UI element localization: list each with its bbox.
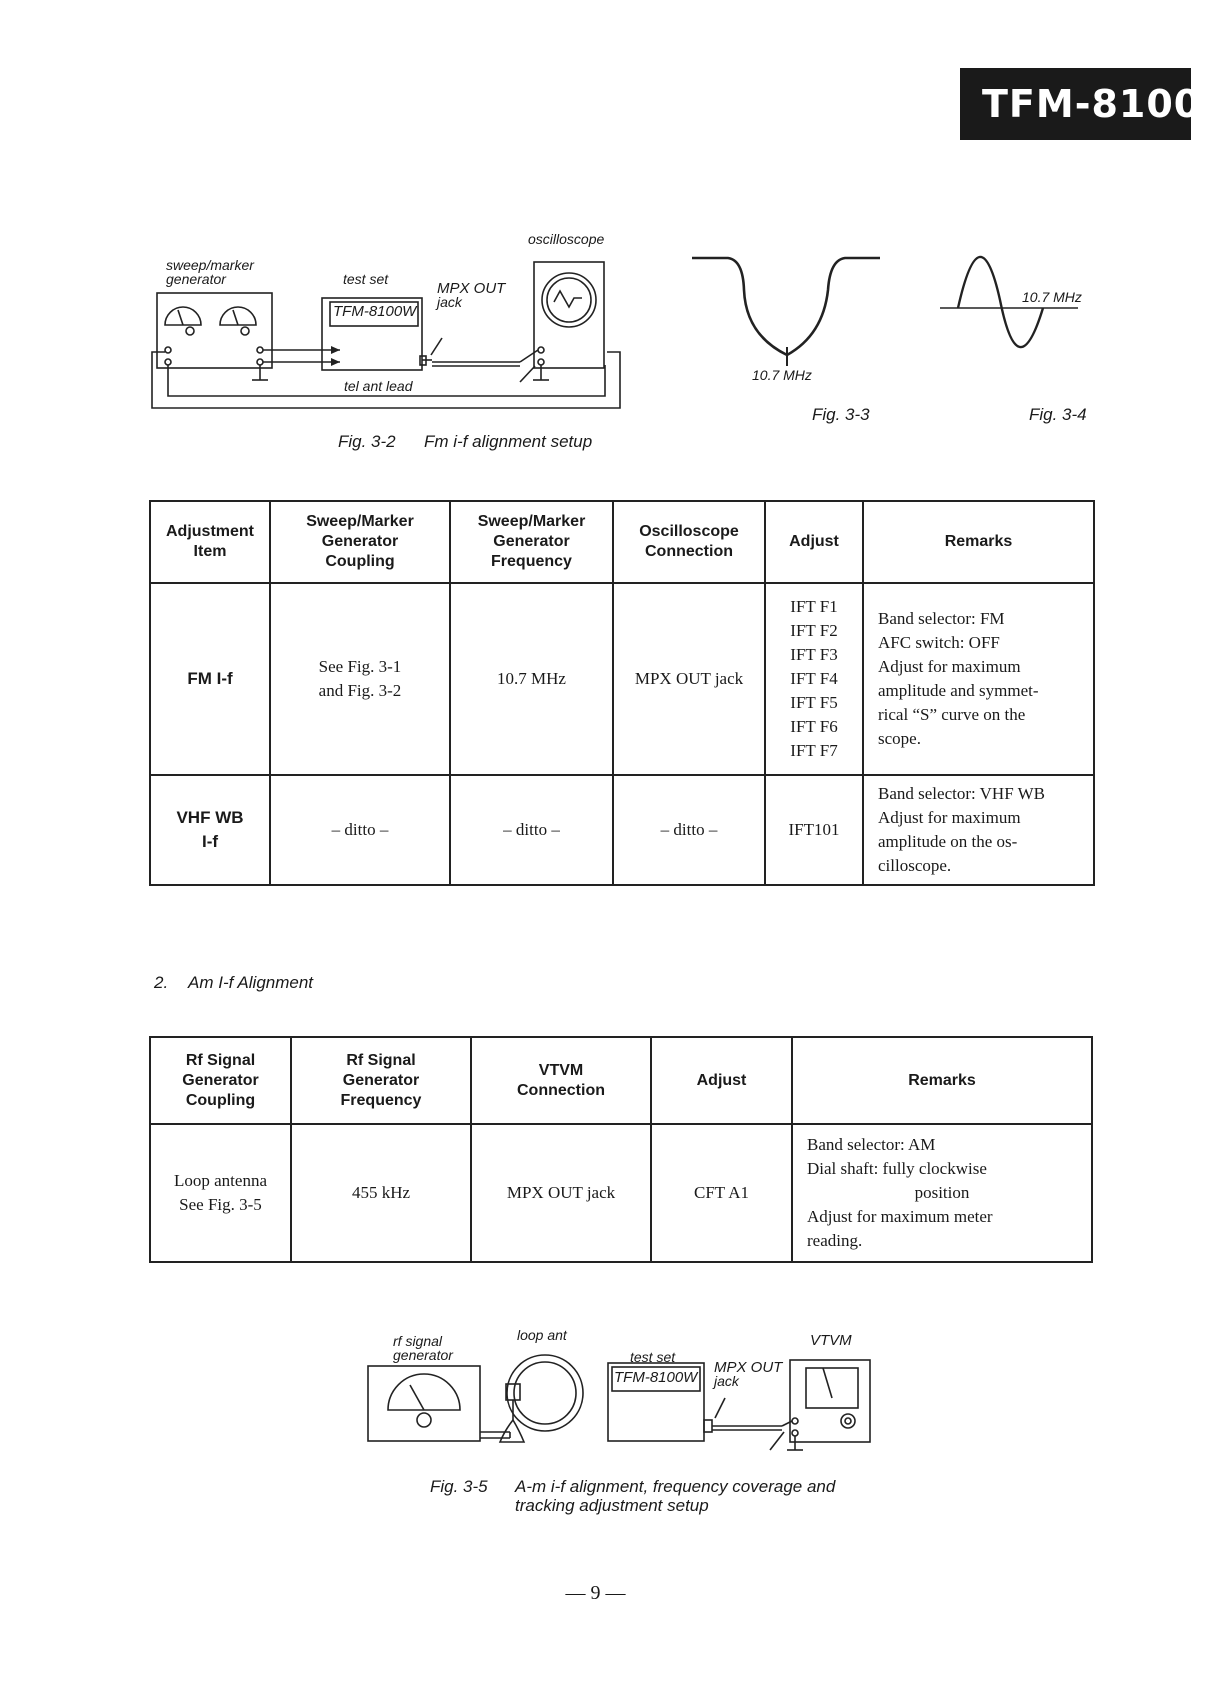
cell-remarks: Band selector: AM Dial shaft: fully clockwise position Adjust for maximum meter reading. [792,1124,1092,1262]
label-rf-generator-line2: generator [393,1347,453,1363]
fig-3-3-caption: Fig. 3-3 [812,405,870,424]
header-vtvm-connection: VTVM Connection [471,1037,651,1124]
section-title: Am I-f Alignment [188,973,314,992]
label-jack: jack [714,1373,739,1389]
label-rf-generator-line1: rf signal [393,1333,443,1349]
label-tel-ant-lead: tel ant lead [344,378,413,394]
header-adjustment-item: Adjustment Item [150,501,270,583]
fig-3-4-marker-label: 10.7 MHz [1022,289,1082,305]
cell-item: FM I-f [150,583,270,775]
rf-generator-box [368,1366,480,1441]
fig-3-3-marker-label: 10.7 MHz [752,367,812,383]
page-number: — 9 — [565,1582,626,1604]
section-number: 2. [154,973,169,992]
header-remarks: Remarks [792,1037,1092,1124]
header-oscilloscope-connection: Oscilloscope Connection [613,501,765,583]
am-if-alignment-table [149,1036,1093,1263]
cell-remarks: Band selector: VHF WB Adjust for maximum amplitude on the os- cilloscope. [863,775,1094,885]
label-sweep-generator-line2: generator [166,271,226,287]
fig-3-2-caption-number: Fig. 3-2 [338,432,396,451]
fm-if-alignment-table [149,500,1095,886]
cell-adjust: CFT A1 [651,1124,792,1262]
fig-3-2-caption-text: Fm i-f alignment setup [424,432,593,451]
table-header-row [150,1037,1092,1124]
label-test-set: test set [343,271,389,287]
label-mpx-out: MPX OUT [437,280,506,297]
cell-item: VHF WB I-f [150,775,270,885]
cell-coupling: – ditto – [270,775,450,885]
cell-connection: MPX OUT jack [613,583,765,775]
fig-3-4-caption: Fig. 3-4 [1029,405,1087,424]
sine-drawing [935,240,1085,370]
cell-frequency: 455 kHz [291,1124,471,1262]
cell-coupling: Loop antenna See Fig. 3-5 [150,1124,291,1262]
table-row [150,583,1094,775]
header-remarks: Remarks [863,501,1094,583]
sweep-generator-box [157,293,272,368]
model-number-tab: TFM-8100V [960,68,1191,140]
cell-connection: MPX OUT jack [471,1124,651,1262]
cell-frequency: 10.7 MHz [450,583,613,775]
model-box-label: TFM-8100W [614,1369,698,1386]
label-vtvm: VTVM [810,1332,852,1349]
fig-3-5-caption-number: Fig. 3-5 [430,1477,488,1496]
label-loop-ant: loop ant [517,1327,567,1343]
model-box-label: TFM-8100W [333,303,417,320]
fig-3-5-caption-line1: A-m i-f alignment, frequency coverage and [515,1477,836,1496]
cell-connection: – ditto – [613,775,765,885]
table-header-row [150,501,1094,583]
label-test-set: test set [630,1349,676,1365]
s-curve-drawing [688,250,888,370]
fig-3-5-caption-line2: tracking adjustment setup [515,1496,709,1515]
cell-adjust: IFT F1 IFT F2 IFT F3 IFT F4 IFT F5 IFT F6 IFT F7 [765,583,863,775]
label-oscilloscope: oscilloscope [528,231,605,247]
label-jack: jack [437,294,462,310]
cell-remarks: Band selector: FM AFC switch: OFF Adjust for maximum amplitude and symmet- rical “S” curve on the scope. [863,583,1094,775]
table-row [150,775,1094,885]
gauge-icon [220,307,256,325]
table-row [150,1124,1092,1262]
header-generator-frequency: Rf Signal Generator Frequency [291,1037,471,1124]
header-generator-coupling: Rf Signal Generator Coupling [150,1037,291,1124]
header-generator-coupling: Sweep/Marker Generator Coupling [270,501,450,583]
header-adjust: Adjust [651,1037,792,1124]
label-sweep-generator-line1: sweep/marker [166,257,254,273]
loop-antenna-icon [507,1355,583,1431]
header-adjust: Adjust [765,501,863,583]
cell-adjust: IFT101 [765,775,863,885]
gauge-icon [165,307,201,325]
header-generator-frequency: Sweep/Marker Generator Frequency [450,501,613,583]
gauge-icon [388,1374,460,1410]
cell-frequency: – ditto – [450,775,613,885]
label-mpx-out: MPX OUT [714,1359,783,1376]
cell-coupling: See Fig. 3-1 and Fig. 3-2 [270,583,450,775]
